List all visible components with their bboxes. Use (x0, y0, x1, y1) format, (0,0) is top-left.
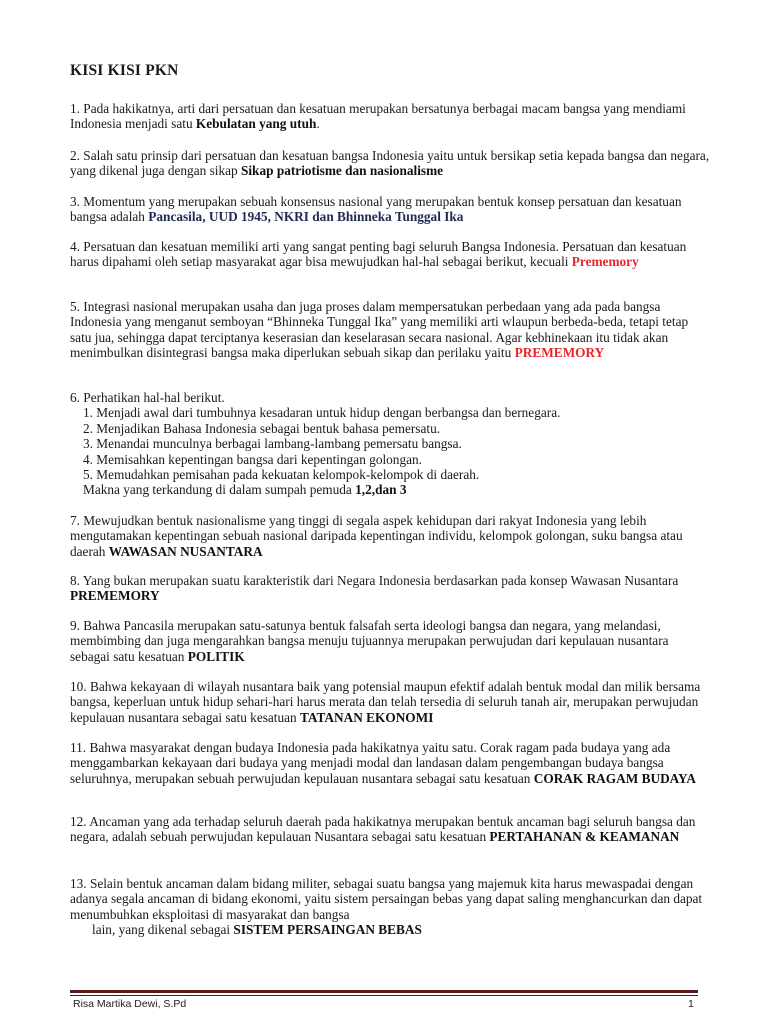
question-6-option-4: 4. Memisahkan kepentingan bangsa dari kepentingan golongan. (83, 451, 422, 467)
question-8-answer: PREMEMORY (70, 588, 160, 604)
question-11-text: 11. Bahwa masyarakat dengan budaya Indonesia pada hakikatnya yaitu satu. Corak ragam pada budaya yang ada menggambarkan kekayaan dari budaya yang menjadi modal dan landasan dalam pengembangan budaya bangsa seluruhnya, merupakan sebuah perwujudan kepulauan nusantara sebagai satu kesatuan (70, 740, 671, 786)
footer-page-number: 1 (688, 998, 694, 1010)
question-10-answer: TATANAN EKONOMI (300, 709, 434, 725)
footer-rule-thin (70, 995, 698, 996)
question-6-option-3: 3. Menandai munculnya berbagai lambang-lambang pemersatu bangsa. (83, 436, 462, 452)
question-6-option-1: 1. Menjadi awal dari tumbuhnya kesadaran untuk hidup dengan berbangsa dan bernegara. (83, 405, 561, 421)
footer-author: Risa Martika Dewi, S.Pd (73, 998, 187, 1010)
question-3 (70, 194, 710, 225)
question-6 (70, 390, 710, 498)
question-9-answer: POLITIK (187, 648, 245, 664)
question-7 (70, 513, 710, 559)
question-3-text: 3. Momentum yang merupakan sebuah konsensus nasional yang merupakan bentuk konsep persatuan dan kesatuan bangsa adalah (70, 194, 682, 225)
question-13 (70, 876, 710, 938)
question-6-text: 6. Perhatikan hal-hal berikut. (70, 390, 225, 405)
question-1-suffix: . (316, 116, 320, 132)
question-2-answer: Sikap patriotisme dan nasionalisme (240, 163, 444, 179)
question-5 (70, 299, 710, 361)
question-1-text: 1. Pada hakikatnya, arti dari persatuan dan kesatuan merupakan bersatunya berbagai macam bangsa yang mendiami Indonesia menjadi satu (70, 101, 686, 132)
document-title: KISI KISI PKN (70, 62, 179, 79)
question-9 (70, 618, 710, 664)
question-9-text: 9. Bahwa Pancasila merupakan satu-satunya bentuk falsafah serta ideologi bangsa dan negara, yang melandasi, membimbing dan juga mengarahkan bangsa menuju tujuannya merupakan perwujudan dari kepulauan nusantara sebagai satu kesatuan (70, 618, 669, 664)
question-4-text: 4. Persatuan dan kesatuan memiliki arti yang sangat penting bagi seluruh Bangsa Indonesia. Persatuan dan kesatuan harus dipahami oleh setiap masyarakat agar bisa mewujudkan hal-hal sebagai berikut, kecuali (70, 239, 687, 270)
question-7-answer: WAWASAN NUSANTARA (108, 543, 263, 559)
question-8 (70, 573, 710, 604)
question-13-text: 13. Selain bentuk ancaman dalam bidang militer, sebagai suatu bangsa yang majemuk kita harus mewaspadai dengan adanya segala ancaman di bidang ekonomi, yaitu sistem persaingan bebas yang dapat saling menghancurkan dan dapat menumbuhkan eksploitasi di masyarakat dan bangsa (70, 876, 703, 922)
question-12 (70, 814, 710, 845)
question-2-text: 2. Salah satu prinsip dari persatuan dan kesatuan bangsa Indonesia yaitu untuk bersikap setia kepada bangsa dan negara, yang dikenal juga dengan sikap (70, 148, 710, 179)
question-1-answer: Kebulatan yang utuh (195, 116, 317, 132)
question-6-options (70, 405, 710, 482)
question-13-answer: SISTEM PERSAINGAN BEBAS (233, 922, 422, 938)
question-5-answer: PREMEMORY (514, 345, 605, 361)
question-6-conclusion-text: Makna yang terkandung di dalam sumpah pemuda (83, 482, 356, 498)
question-11-answer: CORAK RAGAM BUDAYA (533, 770, 697, 786)
question-10 (70, 679, 710, 725)
question-13-continuation-text: lain, yang dikenal sebagai (92, 922, 234, 938)
question-12-text: 12. Ancaman yang ada terhadap seluruh daerah pada hakikatnya merupakan bentuk ancaman bagi seluruh bangsa dan negara, adalah sebuah perwujudan kepulauan Nusantara sebagai satu kesatuan (70, 814, 696, 845)
question-6-option-5: 5. Memudahkan pemisahan pada kekuatan kelompok-kelompok di daerah. (83, 467, 480, 483)
question-10-text: 10. Bahwa kekayaan di wilayah nusantara baik yang potensial maupun efektif adalah bentuk modal dan milik bersama bangsa, keperluan untuk hidup sehari-hari harus merata dan telah tersedia di seluruh tanah air, merupakan perwujudan kepulauan nusantara sebagai satu kesatuan (70, 679, 701, 725)
question-6-answer: 1,2,dan 3 (355, 482, 407, 498)
question-12-answer: PERTAHANAN & KEAMANAN (489, 829, 680, 845)
question-3-answer: Pancasila, UUD 1945, NKRI dan Bhinneka Tunggal Ika (148, 209, 464, 225)
question-11 (70, 740, 710, 786)
question-7-text: 7. Mewujudkan bentuk nasionalisme yang tinggi di segala aspek kehidupan dari rakyat Indonesia yang lebih mengutamakan kepentingan sebuah nasional daripada kepentingan individu, kelompok golongan, suku bangsa atau daerah (70, 513, 683, 559)
question-4 (70, 239, 710, 270)
question-4-answer: Prememory (571, 254, 639, 270)
question-6-conclusion (70, 482, 710, 497)
question-2 (70, 148, 710, 179)
question-8-text: 8. Yang bukan merupakan suatu karakteristik dari Negara Indonesia berdasarkan pada konsep Wawasan Nusantara (70, 573, 679, 588)
question-6-option-2: 2. Menjadikan Bahasa Indonesia sebagai bentuk bahasa pemersatu. (83, 420, 441, 436)
question-1 (70, 101, 710, 132)
question-13-continuation (70, 922, 710, 937)
question-5-text: 5. Integrasi nasional merupakan usaha dan juga proses dalam mempersatukan perbedaan yang ada pada bangsa Indonesia yang menganut semboyan “Bhinneka Tunggal Ika” yang memiliki arti wlaupun berbeda-beda, tetapi tetap satu jua, sehingga dapat terciptanya keserasian dan keselarasan secara nasional. Agar kebhinekaan itu tidak akan menimbulkan disintegrasi bangsa maka diperlukan sebuah sikap dan perilaku yaitu (70, 299, 689, 361)
footer-rule (70, 990, 698, 993)
